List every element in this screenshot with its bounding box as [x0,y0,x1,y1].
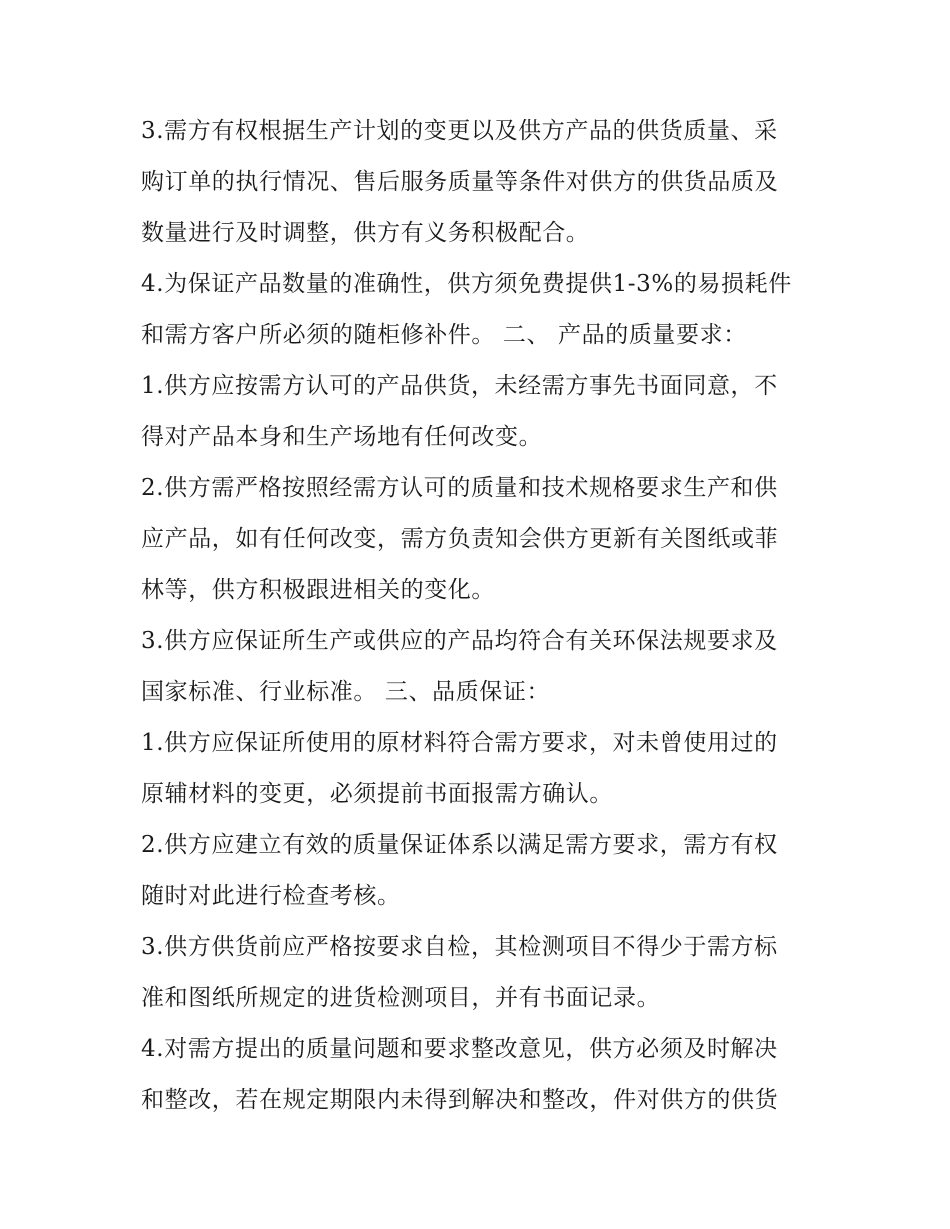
text-line: 1.供方应保证所使用的原材料符合需方要求，对未曾使用过的 [141,730,778,756]
text-line: 4.为保证产品数量的准确性，供方须免费提供1-3%的易损耗件 [141,271,792,297]
text-line: 2.供方应建立有效的质量保证体系以满足需方要求，需方有权 [141,832,778,858]
text-line: 随时对此进行检查考核。 [141,883,401,909]
text-line: 国家标准、行业标准。 三、品质保证： [141,679,551,705]
text-line: 4.对需方提出的质量问题和要求整改意见，供方必须及时解决 [141,1036,778,1062]
text-line: 1.供方应按需方认可的产品供货，未经需方事先书面同意，不 [141,373,778,399]
text-line: 准和图纸所规定的进货检测项目，并有书面记录。 [141,985,661,1011]
text-line: 原辅材料的变更，必须提前书面报需方确认。 [141,781,613,807]
document-body [141,112,821,1132]
text-line: 林等，供方积极跟进相关的变化。 [141,577,495,603]
text-line: 和整改，若在规定期限内未得到解决和整改，件对供方的供货 [141,1087,779,1113]
text-line: 3.需方有权根据生产计划的变更以及供方产品的供货质量、采 [141,118,778,144]
text-line: 3.供方应保证所生产或供应的产品均符合有关环保法规要求及 [141,628,778,654]
text-line: 购订单的执行情况、售后服务质量等条件对供方的供货品质及 [141,169,779,195]
text-line: 数量进行及时调整，供方有义务积极配合。 [141,220,590,246]
text-line: 和需方客户所必须的随柜修补件。 二、 产品的质量要求： [141,322,747,348]
text-line: 3.供方供货前应严格按要求自检，其检测项目不得少于需方标 [141,934,778,960]
text-line: 得对产品本身和生产场地有任何改变。 [141,424,543,450]
text-line: 应产品，如有任何改变，需方负责知会供方更新有关图纸或菲 [141,526,779,552]
text-line: 2.供方需严格按照经需方认可的质量和技术规格要求生产和供 [141,475,778,501]
